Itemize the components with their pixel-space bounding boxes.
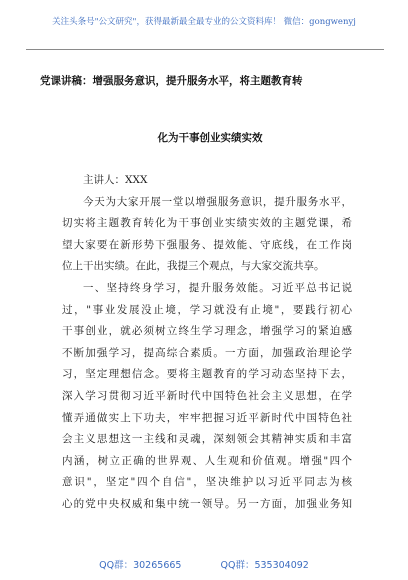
document-title-line-1: 党课讲稿：增强服务意识，提升服务水平，将主题教育转 [40, 75, 303, 87]
qq-group-2: QQ群：535304092 [220, 560, 309, 571]
body-line: 心的党中央权威和集中统一领导。另一方面，加强业务知 [62, 497, 352, 510]
body-line: 内涵，树立正确的世界观、人生观和价值观。增强"四个 [62, 454, 352, 467]
body-line: 过，"事业发展没止境，学习就没有止境"，要践行初心 [62, 303, 352, 316]
promo-header: 关注头条号"公文研究"，获得最新最全最专业的公文资料库！ 微信：gongwenyj [52, 17, 356, 27]
body-line: 望大家要在新形势下强服务、提效能、守底线，在工作岗 [62, 238, 352, 251]
body-line: 深入学习贯彻习近平新时代中国特色社会主义思想，在学 [62, 389, 352, 402]
body-line: 意识"，坚定"四个自信"，坚决维护以习近平同志为核 [62, 476, 352, 489]
qq-group-1: QQ群：30265665 [99, 560, 182, 571]
body-line: 干事创业，就必须树立终生学习理念，增强学习的紧迫感 [62, 325, 352, 338]
footer-contacts [0, 557, 408, 571]
document-title-line-2: 化为干事创业实绩实效 [157, 132, 263, 144]
speaker-line: 主讲人：XXX [83, 174, 148, 186]
body-line: 位上干出实绩。在此，我提三个观点，与大家交流共享。 [62, 260, 325, 273]
body-line: 切实将主题教育转化为干事创业实绩实效的主题党课，希 [62, 217, 352, 230]
body-line: 不断加强学习，提高综合素质。一方面，加强政治理论学 [62, 346, 352, 359]
body-line: 习，坚定理想信念。要将主题教育的学习动态坚持下去， [62, 368, 352, 381]
body-line: 会主义思想这一主线和灵魂，深刻领会其精神实质和丰富 [62, 433, 352, 446]
body-line: 一、坚持终身学习，提升服务效能。习近平总书记说 [83, 281, 352, 294]
body-line: 今天为大家开展一堂以增强服务意识，提升服务水平， [83, 195, 352, 208]
document-body [62, 170, 352, 516]
header-divider [26, 49, 384, 50]
body-line: 懂弄通做实上下功夫，牢牢把握习近平新时代中国特色社 [62, 411, 352, 424]
